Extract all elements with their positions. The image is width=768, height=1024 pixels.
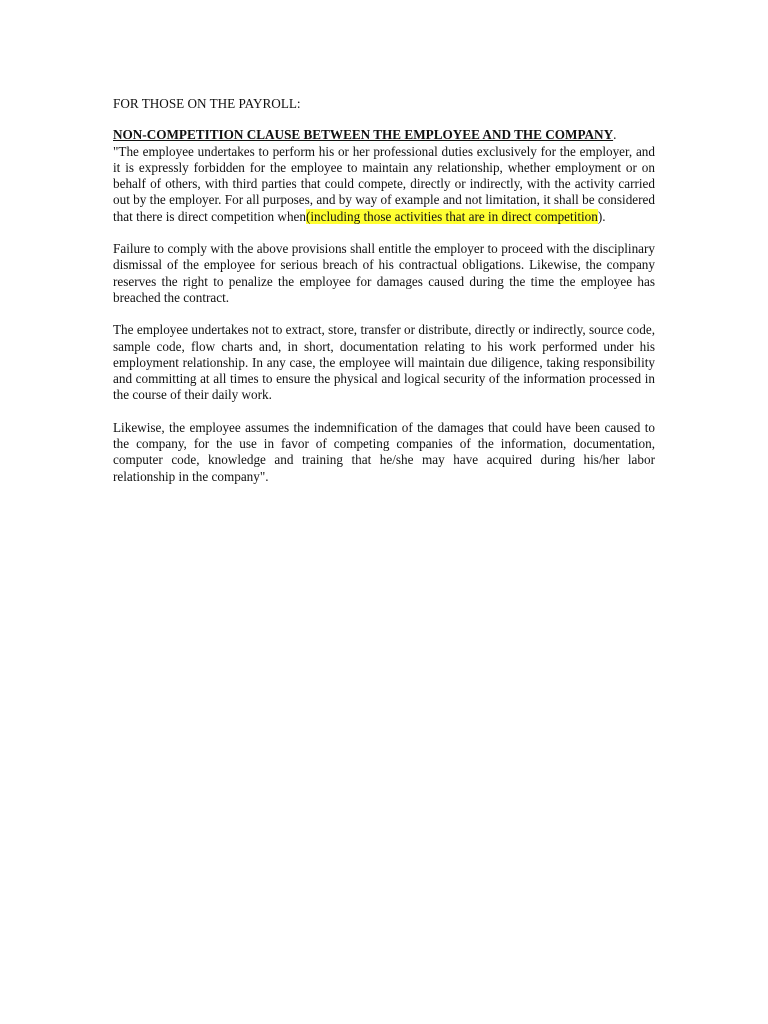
- paragraph-failure-to-comply: Failure to comply with the above provisions shall entitle the employer to proceed with the disciplinary dismissal of the employee for serious breach of his contractual obligations. Likewise, the company reserves the right to penalize the employee for damages caused during the time the employee has breached the contract.: [113, 241, 655, 305]
- clause-title-text: NON-COMPETITION CLAUSE BETWEEN THE EMPLOYEE AND THE COMPANY: [113, 127, 614, 143]
- document-page: [113, 96, 655, 501]
- paragraph-non-competition: [113, 144, 655, 225]
- highlighted-text: (including those activities that are in direct competition: [306, 208, 598, 224]
- section-heading: FOR THOSE ON THE PAYROLL:: [113, 96, 301, 111]
- paragraph-1-text: "The employee undertakes to perform his or her professional duties exclusively for the employer, and it is expressly forbidden for the employee to maintain any relationship, whether employment or on behalf of others, with third parties that could compete, directly or indirectly, with the activity carried out by the employer. For all purposes, and by way of example and not limitation, it shall be considered that there is direct competition when: [113, 143, 655, 224]
- clause-title-period: .: [613, 127, 617, 143]
- paragraph-1-closing: ).: [597, 208, 606, 224]
- paragraph-indemnification: Likewise, the employee assumes the indemnification of the damages that could have been caused to the company, for the use in favor of competing companies of the information, documentation, computer code, knowledge and training that he/she may have acquired during his/her labor relationship in the company".: [113, 419, 655, 484]
- paragraph-data-protection: The employee undertakes not to extract, store, transfer or distribute, directly or indirectly, source code, sample code, flow charts and, in short, documentation relating to his work performed under his employment relationship. In any case, the employee will maintain due diligence, taking responsibility and committing at all times to ensure the physical and logical security of the information processed in the course of their daily work.: [113, 322, 655, 403]
- clause-title: [113, 127, 655, 143]
